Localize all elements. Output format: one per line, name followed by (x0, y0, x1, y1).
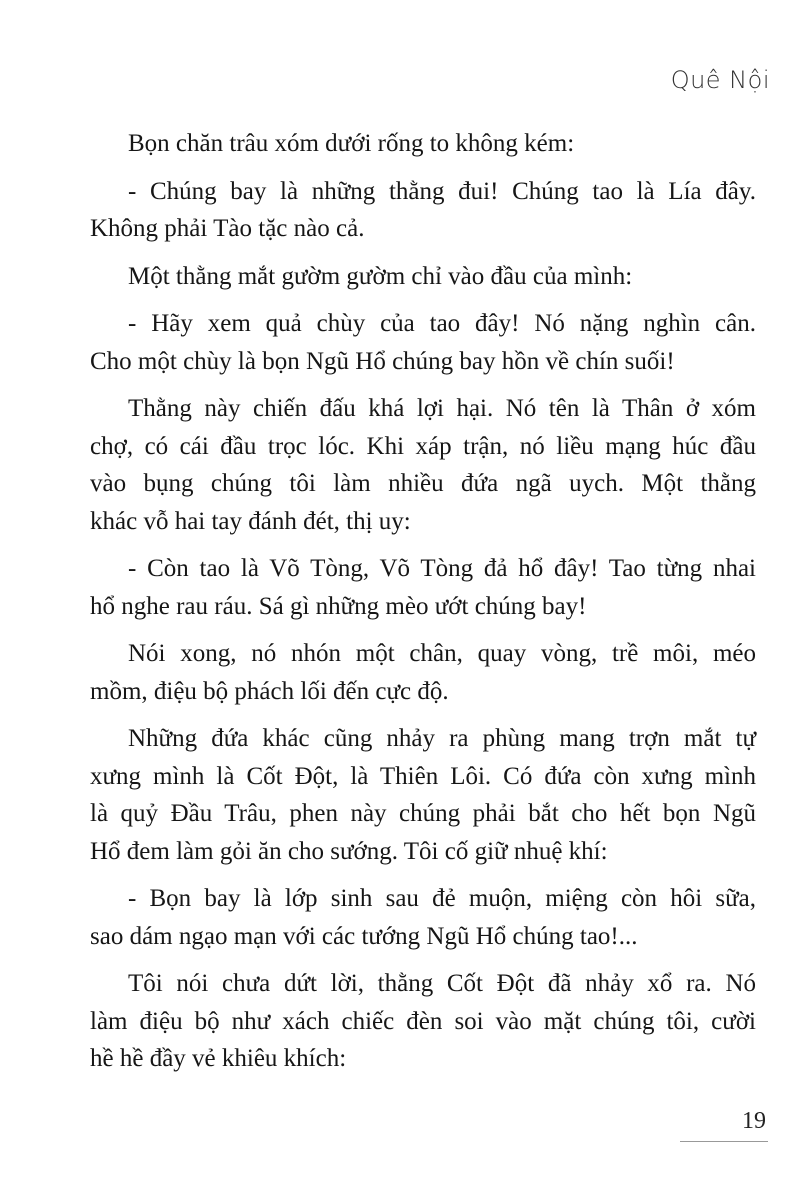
text-line: chợ, có cái đầu trọc lóc. Khi xáp trận, nó liều mạng húc đầu (90, 432, 756, 460)
paragraph (90, 305, 756, 380)
text-line: hổ nghe rau ráu. Sá gì những mèo ướt chúng bay! (90, 592, 587, 620)
text-line: Những đứa khác cũng nhảy ra phùng mang trợn mắt tự (128, 725, 756, 752)
text-line: - Bọn bay là lớp sinh sau đẻ muộn, miệng còn hôi sữa, (128, 885, 756, 912)
text-line: Thằng này chiến đấu khá lợi hại. Nó tên là Thân ở xóm (128, 395, 756, 422)
text-line: - Còn tao là Võ Tòng, Võ Tòng đả hổ đây! Tao từng nhai (128, 555, 756, 582)
text-line: - Chúng bay là những thằng đui! Chúng tao là Lía đây. (128, 177, 756, 205)
text-line: - Hãy xem quả chùy của tao đây! Nó nặng nghìn cân. (128, 310, 756, 337)
text-line: khác vỗ hai tay đánh đét, thị uy: (90, 507, 411, 535)
text-line: sao dám ngạo mạn với các tướng Ngũ Hổ chúng tao!... (90, 922, 638, 950)
paragraph (90, 880, 756, 955)
paragraph (90, 965, 756, 1078)
text-line: làm điệu bộ như xách chiếc đèn soi vào mặt chúng tôi, cười (90, 1007, 756, 1035)
paragraph (90, 125, 756, 163)
paragraph (90, 390, 756, 540)
text-line: Một thằng mắt gườm gườm chỉ vào đầu của mình: (128, 262, 633, 290)
paragraph (90, 720, 756, 870)
running-header: Quê Nội (670, 66, 770, 94)
text-line: là quỷ Đầu Trâu, phen này chúng phải bắt cho hết bọn Ngũ (90, 800, 756, 827)
text-line: xưng mình là Cốt Đột, là Thiên Lôi. Có đứa còn xưng mình (90, 762, 756, 790)
paragraph (90, 173, 756, 248)
text-line: vào bụng chúng tôi làm nhiều đứa ngã uych. Một thằng (90, 470, 756, 497)
text-line: Bọn chăn trâu xóm dưới rống to không kém: (128, 130, 575, 157)
text-line: Tôi nói chưa dứt lời, thằng Cốt Đột đã nhảy xổ ra. Nó (128, 970, 756, 997)
page-body (90, 125, 756, 1088)
paragraph (90, 550, 756, 625)
text-line: Cho một chùy là bọn Ngũ Hổ chúng bay hồn về chín suối! (90, 347, 675, 375)
text-line: mồm, điệu bộ phách lối đến cực độ. (90, 677, 449, 705)
paragraph (90, 258, 756, 296)
text-line: hề hề đầy vẻ khiêu khích: (90, 1045, 347, 1072)
text-line: Hổ đem làm gỏi ăn cho sướng. Tôi cố giữ nhuệ khí: (90, 837, 608, 865)
text-line: Không phải Tào tặc nào cả. (90, 215, 365, 242)
page-number: 19 (742, 1108, 766, 1134)
text-line: Nói xong, nó nhón một chân, quay vòng, trề môi, méo (128, 640, 756, 667)
footer-rule (680, 1141, 768, 1142)
paragraph (90, 635, 756, 710)
